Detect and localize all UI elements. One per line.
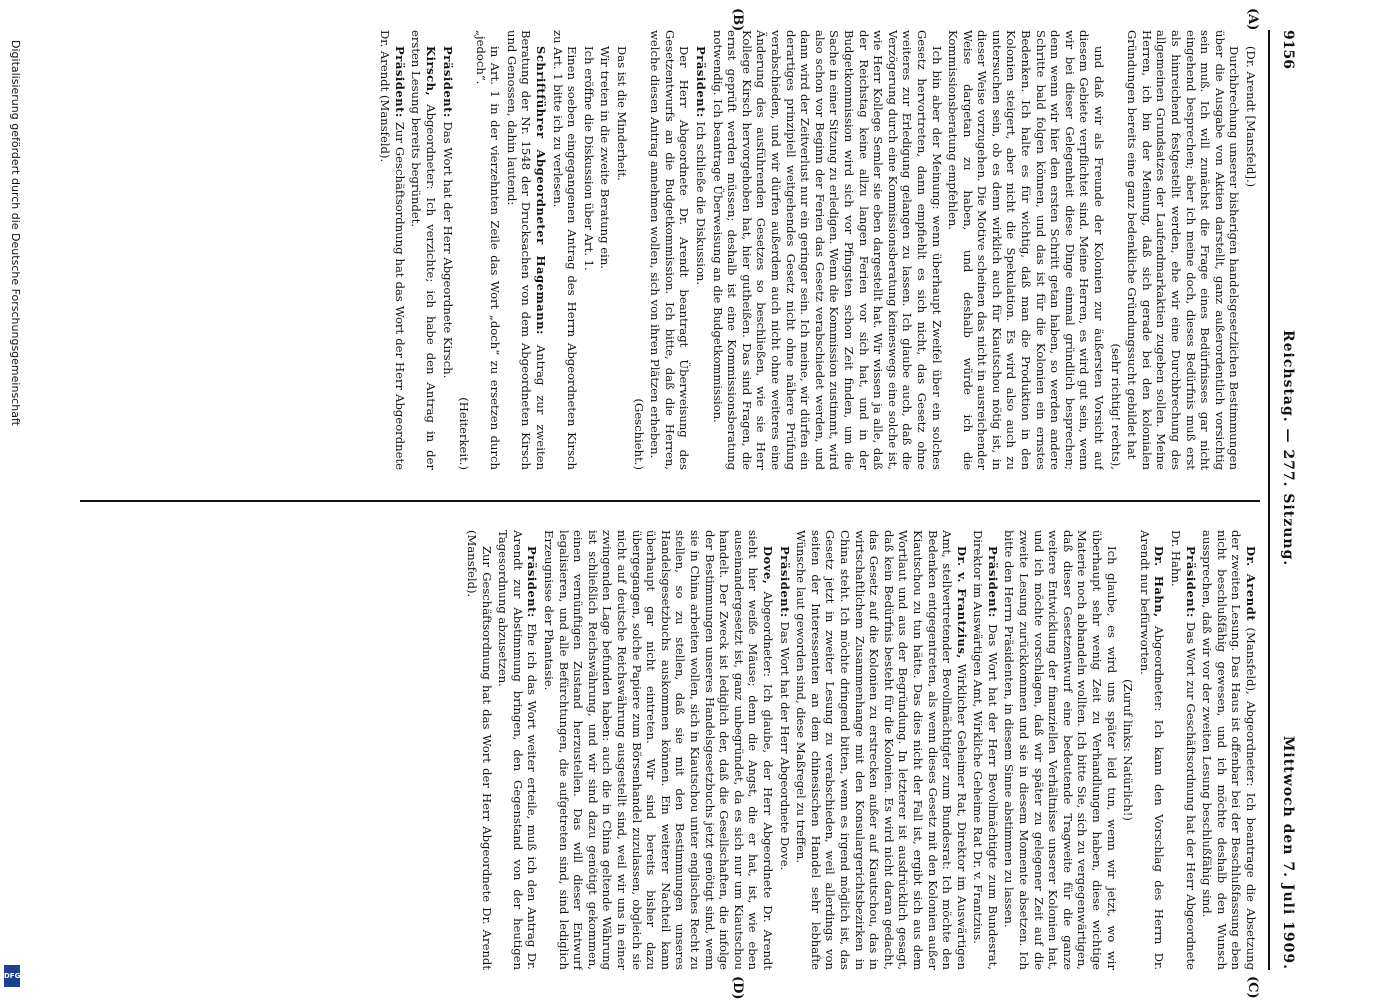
text-paragraph: [1002, 530, 1119, 970]
text-paragraph: [465, 530, 494, 970]
paragraph-text: Ich eröffne die Diskussion über Art. 1.: [581, 46, 596, 271]
paragraph-text: Wirklicher Geheimer Rat, Direktor im Auswärtigen Amt, stellvertretender Bevollmächtigter zum Bundesrat: Ich möchte den Bedenken entgegentreten, als wenn dieses Gesetz mit den Kolonien außer Kiautschou zu tun hätte. Das dies nicht der Fall ist, ergibt sich aus dem Wortlaut und aus der Begründung. In letzterer ist ausdrücklich gesagt, daß kein Bedürfnis besteht für die Kolonien. Es wird nicht daran gedacht, das Gesetz auf die Kolonien zu erstrecken außer auf Kiautschou, das in wirtschaftlichem Zusammenhange mit den Konsulargerichtsbezirken in China steht. Ich möchte dringend bitten, wenn es irgend möglich ist, das Gesetz jetzt in zweiter Lesung zu verabschieden, weil allerdings von seiten der Interessenten an dem chinesischen Handel sehr lebhafte Wünsche laut geworden sind, diese Maßregel zu treffen.: [794, 530, 969, 970]
speech-paragraph: [777, 530, 792, 970]
margin-mark-b: (B): [730, 8, 745, 32]
text-paragraph: [648, 30, 692, 470]
speaker-name: Kirsch,: [423, 46, 438, 97]
paragraph-text: (Dr. Arendt [Mansfeld].): [1244, 46, 1258, 188]
digitization-sidebar: [4, 40, 22, 990]
speaker-name: Präsident:: [392, 46, 407, 118]
text-paragraph: [946, 30, 1107, 470]
paragraph-text: Das Wort hat der Herr Bevollmächtigte zum Bundesrat, Direktor im Auswärtigen Amt, Wirkliche Geheime Rat Dr. v. Frantzius.: [971, 530, 1000, 970]
paragraph-text: Abgeordneter: Ich verzichte; ich habe den Antrag in der ersten Lesung bereits begründet.: [409, 30, 438, 470]
dfg-logo: DFG: [4, 965, 20, 987]
paragraph-text: (Zuruf links: Natürlich!): [1121, 679, 1136, 821]
speaker-name: Präsident:: [985, 546, 1000, 618]
text-paragraph: [614, 30, 629, 470]
paragraph-text: (Mansfeld), Abgeordneter: Ich beantrage die Absetzung der zweiten Lesung. Das Haus ist offenbar bei der Beschlußfassung eben nicht beschlußfähig gewesen, und ich möchte deshalb den Wunsch aussprechen, daß wir vor der zweiten Lesung beschlußfähig sind.: [1200, 530, 1258, 970]
speaker-name: Präsident:: [525, 546, 540, 618]
speech-paragraph: [440, 30, 455, 470]
document-page: [70, 8, 1300, 1000]
paragraph-text: Das Wort zur Geschäftsordnung hat der Herr Abgeordnete Dr. Hahn.: [1169, 530, 1198, 970]
paragraph-text: Der Herr Abgeordnete Dr. Arendt beantragt Überweisung des Gesetzentwurfs an die Budgetkommission. Ich bitte, daß die Herren, welche diesen Antrag annehmen wollen, sich von ihren Plätzen erheben.: [648, 30, 692, 470]
page-number: 9156: [1280, 30, 1296, 69]
speech-paragraph: [504, 30, 548, 470]
paragraph-text: Ich bin aber der Meinung: wenn überhaupt Zweifel über ein solches Gesetz hervortreten, dann empfiehlt es sich nicht, das Gesetz ohne weiteres zur Erledigung gelangen zu lassen. Ich glaube auch, daß die Verzögerung durch eine Kommissionsberatung keineswegs eine solche ist, wie Herr Kollege Semler sie eben dargestellt hat. Wir wissen ja alle, daß der Reichstag keine allzu langen Ferien vor sich hat, und in der Budgetkommission wird sich vor Pfingsten schon Zeit finden, um die Sache in einer Sitzung zu erledigen. Wenn die Kommission zustimmt, wird also schon vor Beginn der Ferien das Gesetz verabschiedet werden, und dann wird der Zeitverlust nur ein geringer sein. Ich meine, wir dürfen ein derartiges prinzipiell weitgehendes Gesetz nicht ohne nähere Prüfung verabschieden, und wir dürfen außerdem auch nicht ohne weiteres eine Änderung des ausführenden Gesetzes so beschließen, wie sie Herr Kollege Kirsch hervorgehoben hat, hier gutheißen. Das sind Fragen, die ernst geprüft werden müssen; deshalb ist eine Kommissionsberatung notwendig. Ich beantrage Überweisung an die Budgetkommission.: [710, 30, 944, 470]
speech-paragraph: [496, 530, 540, 970]
speech-paragraph: [1168, 530, 1197, 970]
right-text-column: [88, 530, 1258, 970]
page-title: Reichstag. — 277. Sitzung.: [1280, 330, 1296, 567]
text-paragraph: [1121, 530, 1136, 970]
text-paragraph: [631, 30, 646, 470]
speech-paragraph: [971, 530, 1000, 970]
paragraph-text: Durchbrechung unserer bisherigen handelsgesetzlichen Bestimmungen über die Ausgabe von Aktien darstellt, ganz außerordentlich vorsichtig sein muß. Ich will zunächst die Frage eines Bedürfnisses gar nicht eingehend besprechen; aber ich meine doch, dieses Bedürfnis muß erst als hinreichend festgestellt werden, ehe wir eine Durchbrechung des allgemeinen Grundsatzes der Laufendmarkaktien zugeben sollen. Meine Herren, ich bin der Meinung, daß sich gerade bei den kolonialen Gründungen bereits eine ganz bedenkliche Gründungssucht gebildet hat: [1125, 30, 1242, 470]
paragraph-text: (sehr richtig! rechts),: [1108, 343, 1123, 470]
text-paragraph: [550, 30, 579, 470]
paragraph-text: Einen soeben eingegangenen Antrag des Herrn Abgeordneten Kirsch zu Art. 1 bitte ich zu verlesen.: [550, 30, 580, 470]
margin-mark-c: (C): [1245, 976, 1260, 999]
speaker-name: Präsident:: [694, 46, 709, 118]
text-paragraph: [473, 30, 502, 470]
paragraph-text: in Art. 1 in der vierzehnten Zeile das Wort „doch“ zu ersetzen durch „jedoch“.: [473, 30, 503, 470]
header-rule: [1268, 30, 1270, 970]
speech-paragraph: [1200, 530, 1258, 970]
margin-mark-d: (D): [730, 976, 745, 1000]
paragraph-text: Das ist die Minderheit.: [615, 46, 630, 181]
paragraph-text: Abgeordneter: Ich kann den Vorschlag des Herrn Dr. Arendt nur befürworten.: [1137, 530, 1167, 970]
speaker-name: Präsident:: [1183, 546, 1198, 618]
speaker-name: Dove,: [761, 546, 775, 585]
session-date: Mittwoch den 7. Juli 1909.: [1280, 735, 1296, 970]
text-paragraph: [1108, 30, 1123, 470]
text-paragraph: [710, 30, 944, 470]
paragraph-text: Das Wort hat der Herr Abgeordnete Dove.: [777, 617, 792, 871]
paragraph-text: Antrag zur zweiten Beratung der Nr. 1548 der Drucksachen von dem Abgeordneten Kirsch und Genossen, dahin lautend:: [504, 30, 549, 470]
digitization-note: Digitalisierung gefördert durch die Deutsche Forschungsgemeinschaft: [9, 40, 22, 426]
paragraph-text: (Geschieht.): [631, 398, 646, 470]
paragraph-text: (Heiterkeit.): [457, 397, 472, 470]
speech-paragraph: [542, 530, 776, 970]
text-paragraph: [1243, 30, 1258, 470]
paragraph-text: Abgeordneter: Ich glaube, der Herr Abgeordnete Dr. Arendt sieht hier weiße Mäuse; denn die Angst, die er hat, ist, wie eben auseinandergesetzt ist, ganz unbegründet, da es sich nur um Kiautschou handelt. Der Zweck ist lediglich der, daß die Gesellschaften, die infolge der Bestimmungen unseres Handelsgesetzbuchs jetzt genötigt sind, wenn sie in China arbeiten wollen, sich in Kiautschou unter englisches Recht zu stellen, so zu stellen, daß sie mit den Bestimmungen unseres Handelsgesetzbuchs auskommen können. Ein weiterer Nachteil kann überhaupt gar nicht eintreten. Wir sind bereits bisher dazu übergegangen, solche Papiere zum Börsenhandel zuzulassen, obgleich sie nicht auf deutsche Reichswährung ausgestellt sind, weil wir uns in einer zwingenden Lage befunden haben: auch die in China geltende Währung ist schließlich Reichswährung, und wir sind dazu genötigt gekommen, einen vernünftigen Zustand herzustellen. Das will dieser Entwurf legalisieren, und alle Befürchtungen, die aufgetreten sind, sind lediglich Erzeugnisse der Phantasie.: [542, 530, 775, 970]
speech-paragraph: [409, 30, 438, 470]
paragraph-text: Ich schließe die Diskussion.: [694, 117, 709, 286]
paragraph-text: Ehe ich das Wort weiter erteile, muß ich den Antrag Dr. Arendt zur Abstimmung bringen, den Gegenstand von der heutigen Tagesordnung abzusetzen.: [496, 530, 540, 970]
margin-mark-a: (A): [1245, 8, 1260, 31]
text-paragraph: [598, 30, 613, 470]
speech-paragraph: [693, 30, 708, 470]
speaker-name: Dr. Arendt: [1244, 546, 1258, 622]
paragraph-text: Ich glaube, es wird uns später leid tun, wenn wir jetzt, wo wir überhaupt sehr wenig Zeit zu Verhandlungen haben, diese wichtige Materie noch abhandeln wollten. Ich bitte Sie, sich zu vergegenwärtigen, daß dieser Gesetzentwurf eine bedeutende Tragweite für die ganze weitere Entwicklung der finanziellen Verhältnisse unserer Kolonien hat, und ich möchte vorschlagen, daß wir später zu gelegener Zeit auf die zweite Lesung zurückkommen und sie in diesem Momente absetzen. Ich bitte den Herrn Präsidenten, in diesem Sinne abstimmen zu lassen.: [1002, 530, 1119, 970]
paragraph-text: Zur Geschäftsordnung hat das Wort der Herr Abgeordnete Dr. Arendt (Mansfeld).: [378, 30, 407, 470]
speaker-name: Dr. v. Frantzius,: [954, 546, 969, 659]
paragraph-text: Zur Geschäftsordnung hat das Wort der Herr Abgeordnete Dr. Arendt (Mansfeld).: [465, 530, 494, 970]
paragraph-text: Wir treten in die zweite Beratung ein.: [598, 46, 613, 269]
paragraph-text: und daß wir als Freunde der Kolonien zur äußersten Vorsicht auf diesem Gebiete verpflichtet sind. Meine Herren, es wird gut sein, wenn wir bei dieser Gelegenheit diese Dinge einmal gründlich besprechen; denn wenn wir hier den ersten Schritt getan haben, so werden andere Schritte bald folgen können, und das ist für die Kolonien ein ernstes Bedenken. Ich halte es für wichtig, daß man die Produktion in den Kolonien steigert, aber nicht die Spekulation. Es wird also auch zu untersuchen sein, ob es denn wirklich auch für Kiautschou nötig ist, in dieser Weise vorzugehen. Die Motive scheinen das nicht in ausreichender Weise dargetan zu haben, und deshalb würde ich die Kommissionsberatung empfehlen.: [946, 30, 1107, 470]
paragraph-text: Das Wort hat der Herr Abgeordnete Kirsch.: [440, 117, 455, 379]
text-paragraph: [1125, 30, 1242, 470]
text-paragraph: [581, 30, 596, 470]
speaker-name: Präsident:: [440, 46, 455, 118]
left-text-column: [88, 30, 1258, 470]
speaker-name: Dr. Hahn,: [1152, 546, 1167, 618]
speech-paragraph: [378, 30, 407, 470]
page-header: [1272, 30, 1300, 970]
column-divider: [80, 500, 1260, 502]
speech-paragraph: [1137, 530, 1166, 970]
speaker-name: Präsident:: [777, 546, 792, 618]
speaker-name: Schriftführer Abgeordneter Hagemann:: [534, 46, 549, 335]
text-paragraph: [457, 30, 472, 470]
speech-paragraph: [794, 530, 969, 970]
